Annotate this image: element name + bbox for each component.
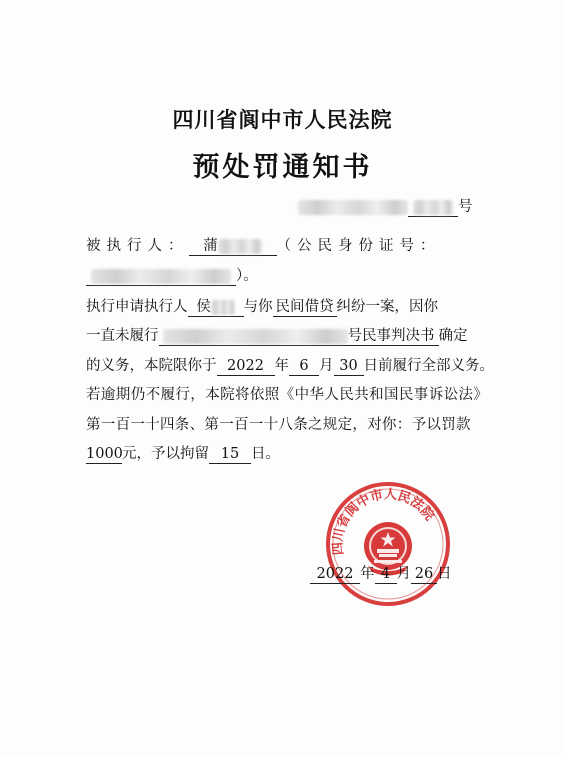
issue-day: 26	[411, 565, 437, 584]
l2-prefix: 一直未履行	[86, 328, 159, 344]
issue-month-char: 月	[396, 566, 411, 582]
case-number-blank	[408, 198, 458, 217]
applicant-name-field	[188, 298, 244, 317]
deadline-year: 2022	[217, 357, 275, 376]
deadline-day: 30	[334, 357, 364, 376]
seal-text-path: 四川省阆中市人民法院	[330, 487, 437, 556]
court-seal-stamp	[324, 480, 452, 608]
redacted-executee-name	[218, 239, 262, 254]
l2-suffix: 确定	[438, 328, 468, 344]
applicant-surname: 侯	[196, 299, 211, 315]
redacted-judgment-ref	[163, 329, 348, 344]
redacted-case-number	[298, 200, 408, 215]
body-line-6	[86, 444, 506, 464]
redacted-case-number-tail	[413, 200, 453, 215]
l3-prefix: 的义务，本院限你于	[86, 358, 217, 374]
case-number-suffix: 号	[458, 199, 473, 215]
applicant-prefix: 执行申请执行人	[86, 299, 188, 315]
body-line-2	[86, 326, 506, 346]
l1-mid: 与你	[243, 299, 273, 315]
court-name: 四川省阆中市人民法院	[172, 108, 393, 132]
deadline-month: 6	[289, 357, 319, 376]
body-line-3	[86, 356, 506, 376]
redacted-applicant-name	[211, 300, 235, 315]
l6-suffix: 日。	[251, 446, 280, 462]
dispute-type: 民间借贷	[273, 298, 337, 317]
issue-day-char: 日	[437, 566, 452, 582]
month-char: 月	[319, 358, 334, 374]
id-number-close: ）。	[236, 268, 258, 284]
l3-suffix: 日前履行全部义务。	[363, 358, 494, 374]
issue-year: 2022	[310, 565, 360, 584]
year-char: 年	[274, 358, 289, 374]
body-line-5: 第一百一十四条、第一百一十八条之规定，对你：予以罚款	[86, 417, 471, 433]
issue-year-char: 年	[360, 566, 375, 582]
judgment-ref-field	[159, 327, 439, 346]
issue-date	[310, 564, 452, 584]
fine-amount: 1000	[86, 446, 123, 462]
issue-month: 4	[375, 565, 397, 584]
executee-name-field	[189, 237, 277, 256]
id-number-label: （公民身份证号：	[276, 238, 441, 254]
id-number-line	[86, 266, 506, 286]
id-number-field	[86, 267, 236, 286]
body-line-4: 若逾期仍不履行，本院将依照《中华人民共和国民事诉讼法》	[86, 387, 489, 403]
executee-label: 被执行人：	[86, 238, 189, 254]
body-line-1	[86, 297, 506, 317]
executee-line	[86, 236, 506, 256]
l6-mid: 元，予以拘留	[122, 446, 209, 462]
redacted-id-number	[91, 269, 231, 284]
document-title: 预处罚通知书	[192, 152, 373, 183]
detention-days: 15	[209, 445, 251, 464]
l1-suffix: 纠纷一案，因你	[336, 299, 438, 315]
judgment-doc-tail: 号民事判决书	[347, 328, 435, 344]
executee-surname: 蒲	[203, 238, 218, 254]
case-number-line	[298, 197, 518, 217]
